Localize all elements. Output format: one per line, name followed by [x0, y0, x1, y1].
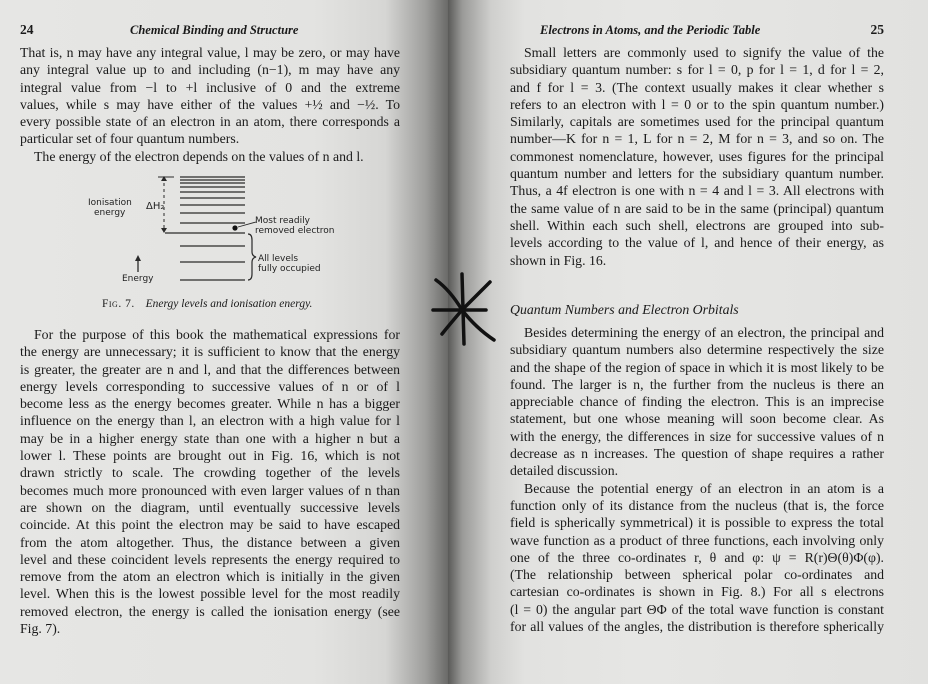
right-running-title: Electrons in Atoms, and the Periodic Table	[540, 23, 761, 37]
text-line: become less as the energy becomes greater. While n has a bigger	[20, 396, 400, 412]
text-line: Because the potential energy of an electron in an atom is a	[524, 480, 884, 496]
label-removed-electron: removed electron	[255, 226, 335, 236]
text-line: any integral value up to and including (n−1), m may have any	[20, 62, 400, 78]
text-line: influence on the energy than l, an electron with a high value for l	[20, 413, 400, 429]
text-line: found. The larger is n, the further from the nucleus is there an	[510, 376, 884, 392]
text-line: the same value of n are said to be in the same (principal) quantum	[510, 200, 884, 216]
text-line: quantum number and letters for the subsidiary quantum number.	[510, 166, 884, 182]
text-line: level. When this is the lowest possible level for the most readily	[20, 586, 400, 602]
hand-drawn-asterisk-icon	[430, 270, 510, 350]
text-line: detailed discussion.	[510, 463, 619, 479]
label-fully-occupied: fully occupied	[258, 264, 321, 274]
text-line: shown in Fig. 16.	[510, 252, 607, 268]
text-line: and the shape of the region of space in which it is most likely to be	[510, 359, 884, 375]
text-line: every possible state of an electron in an atom, there corresponds a	[20, 114, 400, 130]
text-line: integral value from −l to +l inclusive of 0 and the extreme	[20, 79, 400, 95]
label-energy-word: energy	[94, 208, 126, 218]
left-page	[0, 0, 448, 684]
text-line: may be in a higher energy state than one with a higher n but a	[20, 430, 400, 446]
text-line: number—K for n = 1, L for n = 2, M for n = 3, and so on. The	[510, 131, 884, 147]
text-line: is greater, the greater are n and l, and that the differences between	[20, 361, 400, 377]
energy-levels-upper	[180, 177, 245, 223]
section-heading: Quantum Numbers and Electron Orbitals	[510, 302, 739, 317]
right-running-head	[510, 22, 884, 38]
text-line: particular set of four quantum numbers.	[20, 131, 240, 147]
text-line: subsidiary quantum numbers also determine respectively the size	[510, 342, 884, 358]
text-line: Similarly, capitals are sometimes used for the principal quantum	[510, 114, 884, 130]
text-line: removed electron, the energy is called the ionisation energy (see	[20, 603, 400, 619]
left-running-title: Chemical Binding and Structure	[130, 23, 299, 37]
text-line: Small letters are commonly used to signify the value of the	[524, 45, 884, 60]
text-line: becomes much more pronounced with even larger values of n than	[20, 482, 400, 498]
text-line: Besides determining the energy of an electron, the principal and	[524, 325, 884, 340]
right-page	[448, 0, 928, 684]
right-paragraph-1	[510, 44, 884, 269]
text-line: are shown on the diagram, until eventually successive levels	[20, 499, 400, 515]
text-line: values, while s may have either of the values +½ and −½. To	[20, 96, 400, 112]
text-line: cartesian co-ordinates is shown in Fig. 8.) For all s electrons	[510, 584, 884, 600]
text-line: subsidiary quantum number: s for l = 0, p for l = 1, d for l = 2,	[510, 62, 884, 78]
label-all-levels: All levels	[258, 254, 299, 264]
text-line: the energy are unnecessary; it is sufficient to know that the energy	[20, 344, 400, 360]
text-line: statement, but one whose meaning will soon become clear. As	[510, 411, 884, 427]
text-line: That is, n may have any integral value, l may be zero, or may have	[20, 45, 400, 60]
text-line: energy levels corresponding to successive values of n or of l	[20, 378, 400, 394]
text-line: from the atom altogether. Thus, the distance between a given	[20, 534, 400, 550]
figure-energy-levels	[60, 170, 380, 315]
text-line: commonest nomenclature, however, uses figures for the principal	[510, 148, 884, 164]
text-line: Thus, a 4f electron is one with n = 4 and l = 3. All electrons with	[510, 183, 884, 199]
right-paragraph-2	[510, 324, 884, 635]
left-paragraph-3	[20, 326, 400, 637]
right-page-number: 25	[870, 22, 884, 37]
label-ionisation: Ionisation	[88, 198, 132, 208]
text-line: refers to an electron with l = 0 or to the spin quantum number.)	[510, 96, 884, 112]
label-energy-axis: Energy	[122, 274, 154, 284]
text-line: for all values of the angles, the distribution is therefore spherically	[510, 619, 884, 635]
left-paragraph-2: The energy of the electron depends on the values of n and l.	[34, 148, 364, 164]
figure-number: Fig. 7.	[102, 298, 135, 310]
text-line: lower l. These points are brought out in Fig. 16, which is not	[20, 448, 400, 464]
text-line: drawn strictly to scale. The crowding together of the levels	[20, 465, 400, 481]
arrowhead-icon	[161, 228, 167, 233]
figure-caption	[102, 298, 312, 310]
brace-icon	[248, 234, 256, 280]
text-line: with the energy, the differences in size for successive values of n	[510, 428, 884, 444]
text-line: For the purpose of this book the mathematical expressions for	[34, 327, 400, 342]
text-line: wave function as a product of three functions, each involving only	[510, 532, 884, 548]
text-line: field is spherically symmetrical) it is possible to express the total	[510, 515, 884, 531]
text-line: appreciable chance of finding the electron. This is an imprecise	[510, 394, 884, 410]
electron-dot	[232, 225, 237, 230]
text-line: Fig. 7).	[20, 621, 61, 637]
text-line: one of the three co-ordinates r, θ and φ: ψ = R(r)Θ(θ)Φ(φ).	[510, 549, 884, 565]
text-line: and f for l = 3. (The context usually makes it clear whether s	[510, 79, 884, 95]
label-delta-h: ΔH₂	[146, 201, 165, 212]
text-line: remove from the atom an electron which is initially in the given	[20, 569, 400, 585]
figure-caption-text: Energy levels and ionisation energy.	[145, 298, 313, 310]
energy-levels-occupied	[180, 246, 245, 280]
text-line: function only of its distance from the nucleus (that is, the force	[510, 497, 884, 513]
text-line: shell. Within each such shell, electrons are grouped into sub-	[510, 217, 884, 233]
text-line: (l = 0) the angular part ΘΦ of the total wave function is constant	[510, 601, 884, 617]
text-line: levels according to the value of l, and hence of their energy, as	[510, 235, 884, 251]
text-line: decrease as n increases. The question of shape requires a rather	[510, 446, 884, 462]
left-running-head	[20, 22, 400, 38]
arrowhead-icon	[135, 255, 141, 261]
left-page-number: 24	[20, 22, 34, 37]
label-most-readily: Most readily	[255, 216, 310, 226]
text-line: level and these coincident levels represents the energy required to	[20, 551, 400, 567]
text-line: (The relationship between spherical polar co-ordinates and	[510, 567, 884, 583]
left-paragraph-1	[20, 44, 400, 165]
text-line: coincide. At this point the electron may be said to have escaped	[20, 517, 400, 533]
